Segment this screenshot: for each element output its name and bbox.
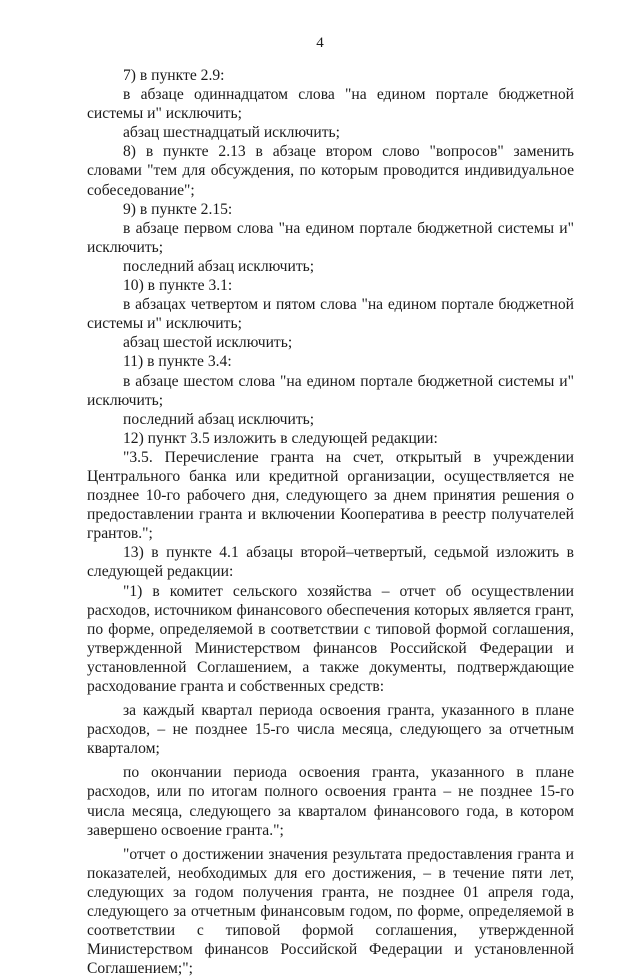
document-body bbox=[87, 66, 574, 978]
paragraph: 13) в пункте 4.1 абзацы второй–четвертый, седьмой изложить в следующей редакции: bbox=[87, 544, 574, 581]
paragraph: в абзаце первом слова "на едином портале бюджетной системы и" исключить; bbox=[87, 219, 574, 256]
paragraph: "3.5. Перечисление гранта на счет, открытый в учреждении Центрального банка или кредитной организации, осуществляется не позднее 10-го рабочего дня, следующего за днем принятия решения о предоставлении гранта и включении Кооператива в реестр получателей грантов."; bbox=[87, 448, 574, 543]
paragraph: 12) пункт 3.5 изложить в следующей редакции: bbox=[123, 429, 438, 447]
paragraph: 7) в пункте 2.9: bbox=[123, 67, 225, 84]
page-number: 4 bbox=[316, 35, 324, 51]
paragraph: последний абзац исключить; bbox=[123, 257, 315, 275]
paragraph: в абзаце одиннадцатом слова "на едином портале бюджетной системы и" исключить; bbox=[87, 86, 574, 123]
paragraph: абзац шестнадцатый исключить; bbox=[123, 124, 340, 142]
paragraph: 8) в пункте 2.13 в абзаце втором слово "вопросов" заменить словами "тем для обсуждения, по которым проводится индивидуальное собеседование"; bbox=[87, 143, 574, 199]
paragraph: абзац шестой исключить; bbox=[123, 334, 293, 352]
paragraph: за каждый квартал периода освоения гранта, указанного в плане расходов, – не позднее 15-го числа месяца, следующего за отчетным кварталом; bbox=[87, 702, 574, 758]
paragraph: в абзаце шестом слова "на едином портале бюджетной системы и" исключить; bbox=[87, 372, 574, 409]
paragraph: по окончании периода освоения гранта, указанного в плане расходов, или по итогам полного освоения гранта – не позднее 15-го числа месяца, следующего за кварталом финансового года, в котором завершено освоение гранта."; bbox=[87, 764, 574, 839]
paragraph: в абзацах четвертом и пятом слова "на едином портале бюджетной системы и" исключить; bbox=[87, 296, 574, 333]
paragraph: 10) в пункте 3.1: bbox=[123, 277, 233, 295]
paragraph: "1) в комитет сельского хозяйства – отчет об осуществлении расходов, источником финансового обеспечения которых является грант, по форме, определяемой в соответствии с типовой формой соглашения, утвержденной Министерством финансов Российской Федерации и установленной Соглашением, а также документы, подтверждающие расходование гранта и собственных средств: bbox=[87, 582, 574, 695]
paragraph: "отчет о достижении значения результата предоставления гранта и показателей, необходимых для его достижения, – в течение пяти лет, следующих за годом получения гранта, не позднее 01 апреля года, следующего за отчетным финансовым годом, по форме, определяемой в соответствии с типовой формой соглашения, утвержденной Министерством финансов Российской Федерации и установленной Соглашением;"; bbox=[87, 845, 574, 978]
paragraph: 11) в пункте 3.4: bbox=[123, 353, 232, 371]
paragraph: 9) в пункте 2.15: bbox=[123, 200, 233, 218]
paragraph: последний абзац исключить; bbox=[123, 410, 315, 428]
